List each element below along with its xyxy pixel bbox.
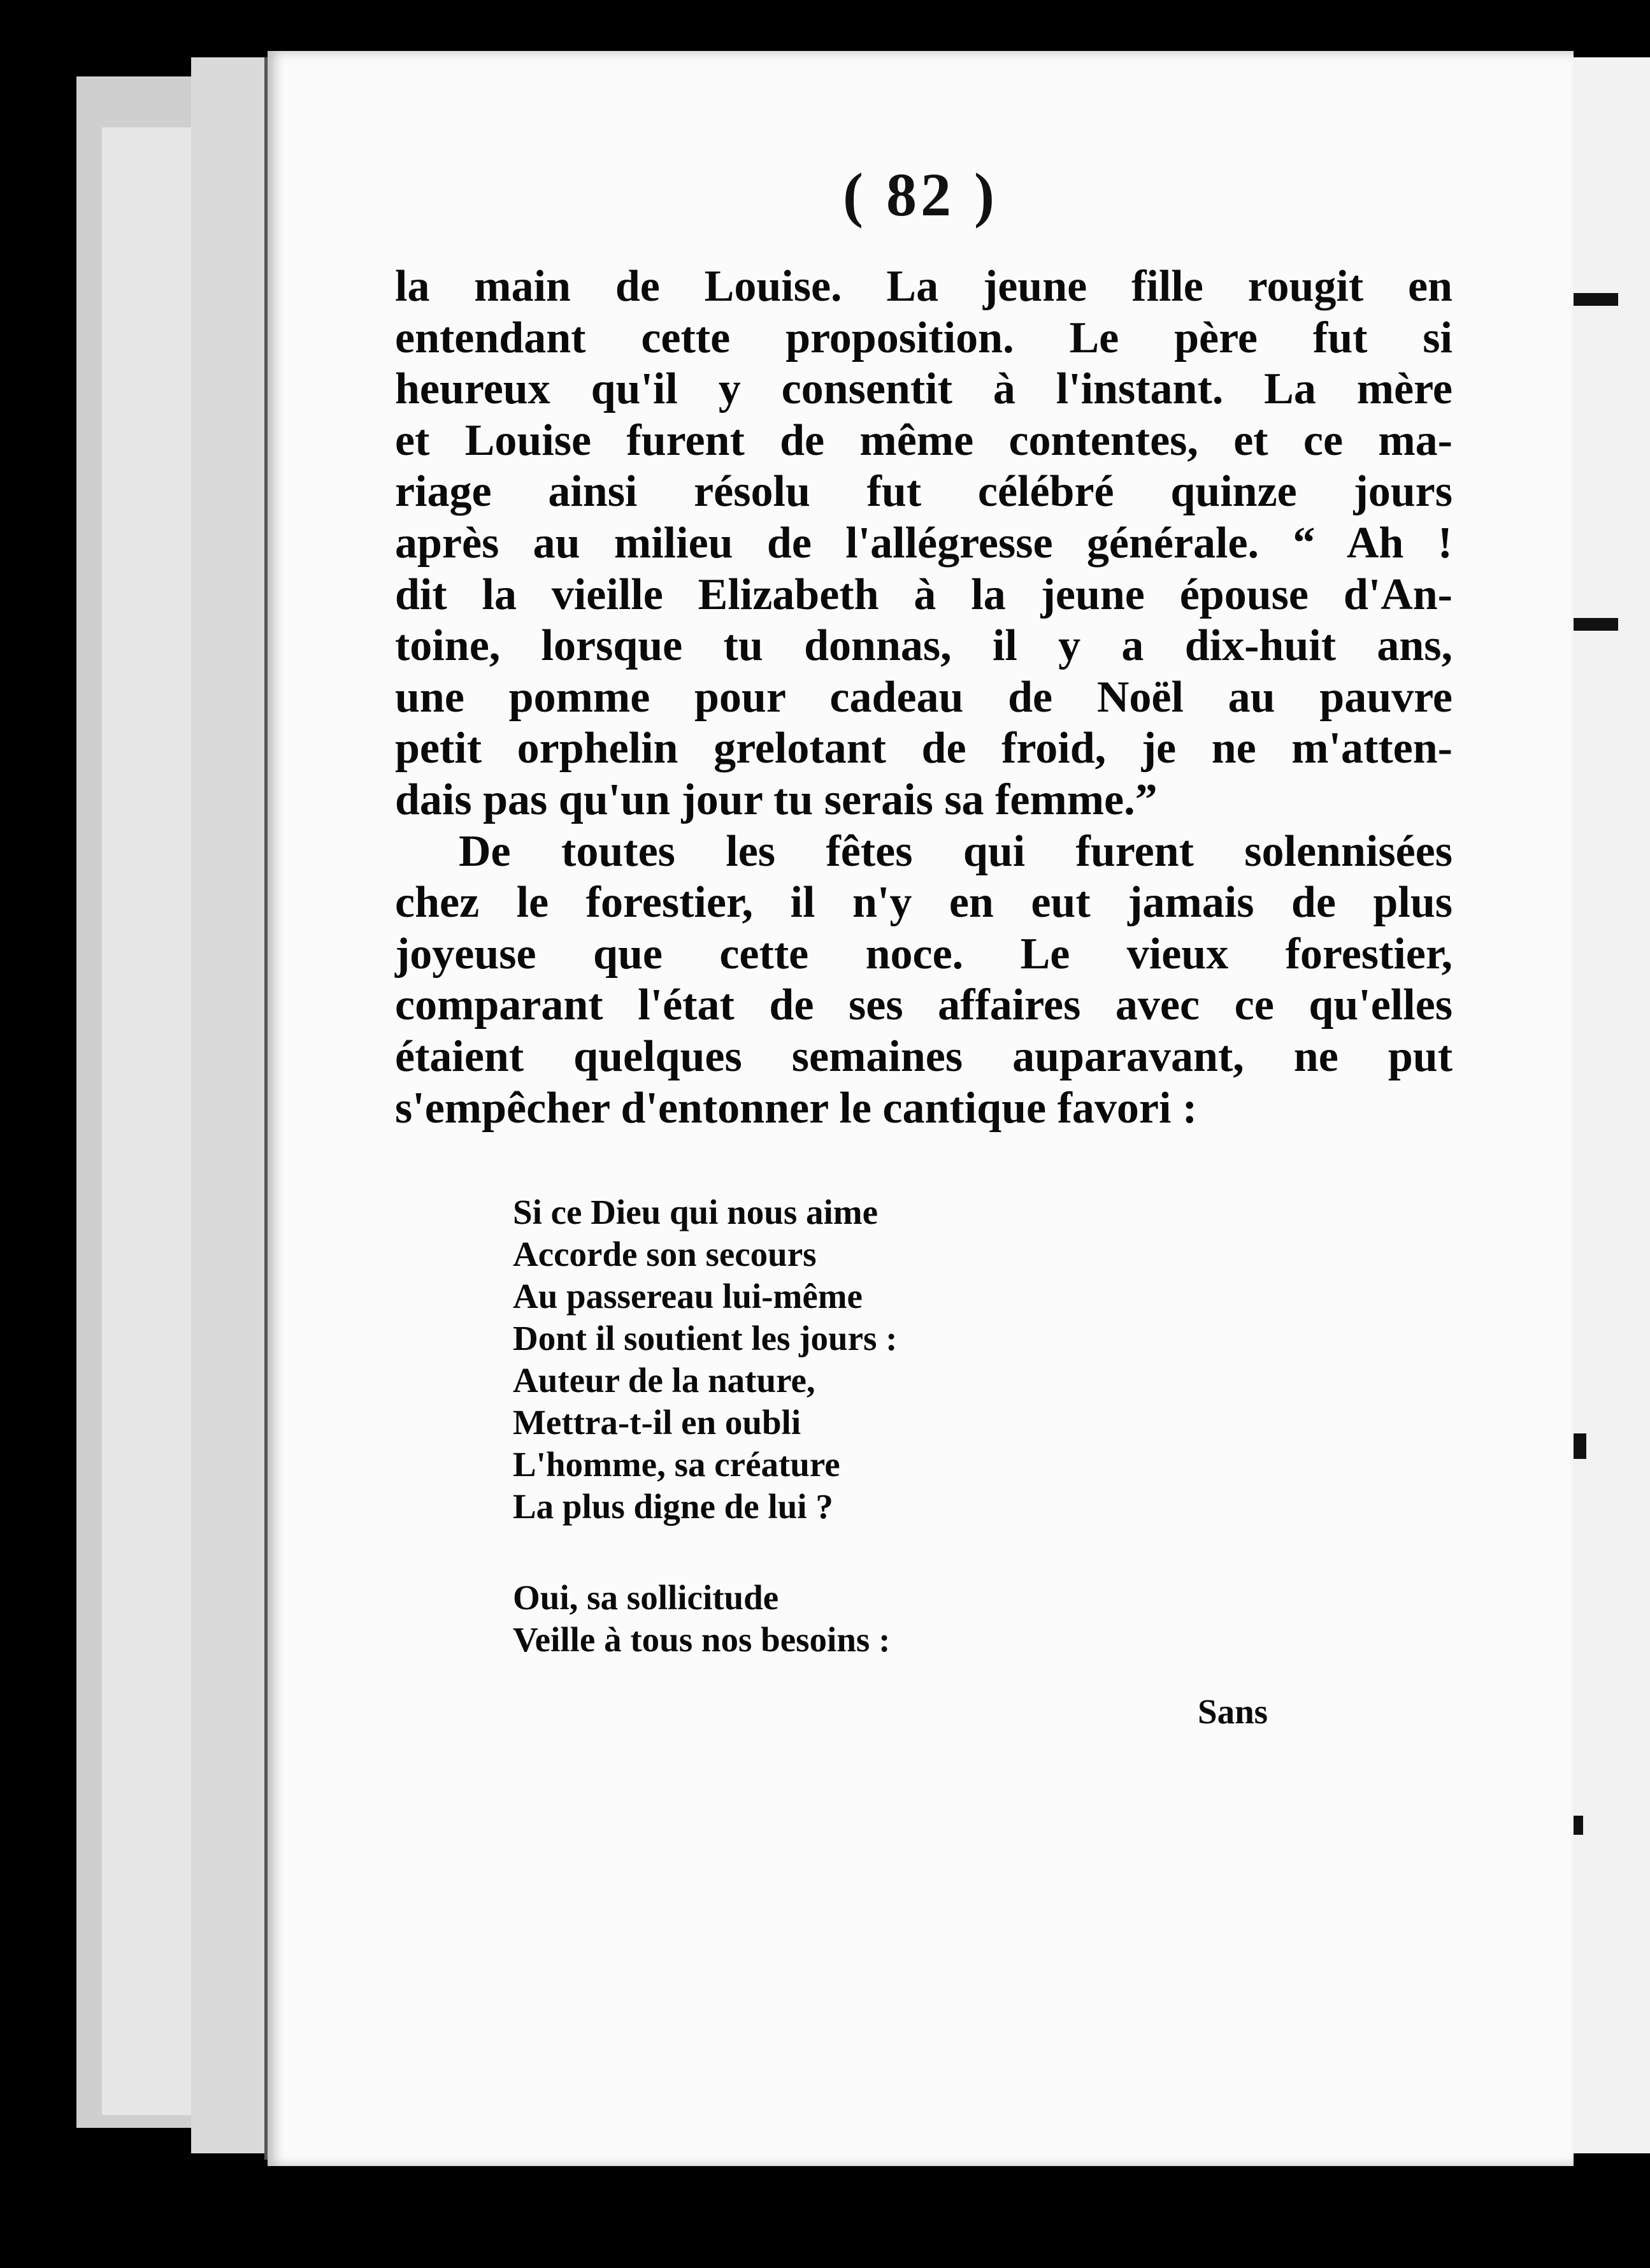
text-line: entendant cette proposition. Le père fut si — [395, 313, 1453, 362]
text-line: dais pas qu'un jour tu serais sa femme.” — [395, 775, 1158, 824]
text-line: une pomme pour cadeau de Noël au pauvre — [395, 672, 1453, 722]
catchword: Sans — [1198, 1692, 1268, 1731]
book-page — [268, 51, 1574, 2166]
text-line: après au milieu de l'allégresse générale. “ Ah ! — [395, 518, 1453, 568]
prose-text — [395, 261, 1453, 1134]
verse-stanza-2 — [513, 1577, 890, 1661]
text-line: De toutes les fêtes qui furent solennisées — [459, 826, 1453, 876]
verse-line: Auteur de la nature, — [513, 1361, 815, 1400]
text-line: et Louise furent de même contentes, et ce ma- — [395, 415, 1453, 465]
verse-line: La plus digne de lui ? — [513, 1487, 833, 1526]
verse-line: Dont il soutient les jours : — [513, 1319, 898, 1358]
text-line: chez le forestier, il n'y en eut jamais de plus — [395, 878, 1453, 928]
verse-line: Accorde son secours — [513, 1235, 817, 1274]
text-line: étaient quelques semaines auparavant, ne put — [395, 1031, 1453, 1081]
text-line: s'empêcher d'entonner le cantique favori : — [395, 1083, 1198, 1133]
text-line: dit la vieille Elizabeth à la jeune épouse d'An- — [395, 570, 1453, 619]
text-line: la main de Louise. La jeune fille rougit en — [395, 262, 1453, 311]
verse-line: Veille à tous nos besoins : — [513, 1620, 891, 1659]
verse-line: Au passereau lui-même — [513, 1277, 863, 1316]
text-line: joyeuse que cette noce. Le vieux forestier, — [395, 929, 1453, 979]
verse-line: Si ce Dieu qui nous aime — [513, 1193, 878, 1231]
verse-line: L'homme, sa créature — [513, 1445, 840, 1484]
text-line: heureux qu'il y consentit à l'instant. La mère — [395, 364, 1453, 414]
verse-stanza-1 — [513, 1191, 897, 1528]
verse-line: Oui, sa sollicitude — [513, 1578, 779, 1617]
text-line: comparant l'état de ses affaires avec ce qu'elles — [395, 980, 1453, 1030]
text-line: toine, lorsque tu donnas, il y a dix-huit ans, — [395, 621, 1453, 671]
page-stack-edge — [191, 57, 271, 2153]
text-line: petit orphelin grelotant de froid, je ne m'atten- — [395, 724, 1453, 773]
verse-line: Mettra-t-il en oubli — [513, 1403, 801, 1442]
text-line: riage ainsi résolu fut célébré quinze jours — [395, 467, 1453, 517]
page-number: ( 82 ) — [843, 161, 998, 229]
